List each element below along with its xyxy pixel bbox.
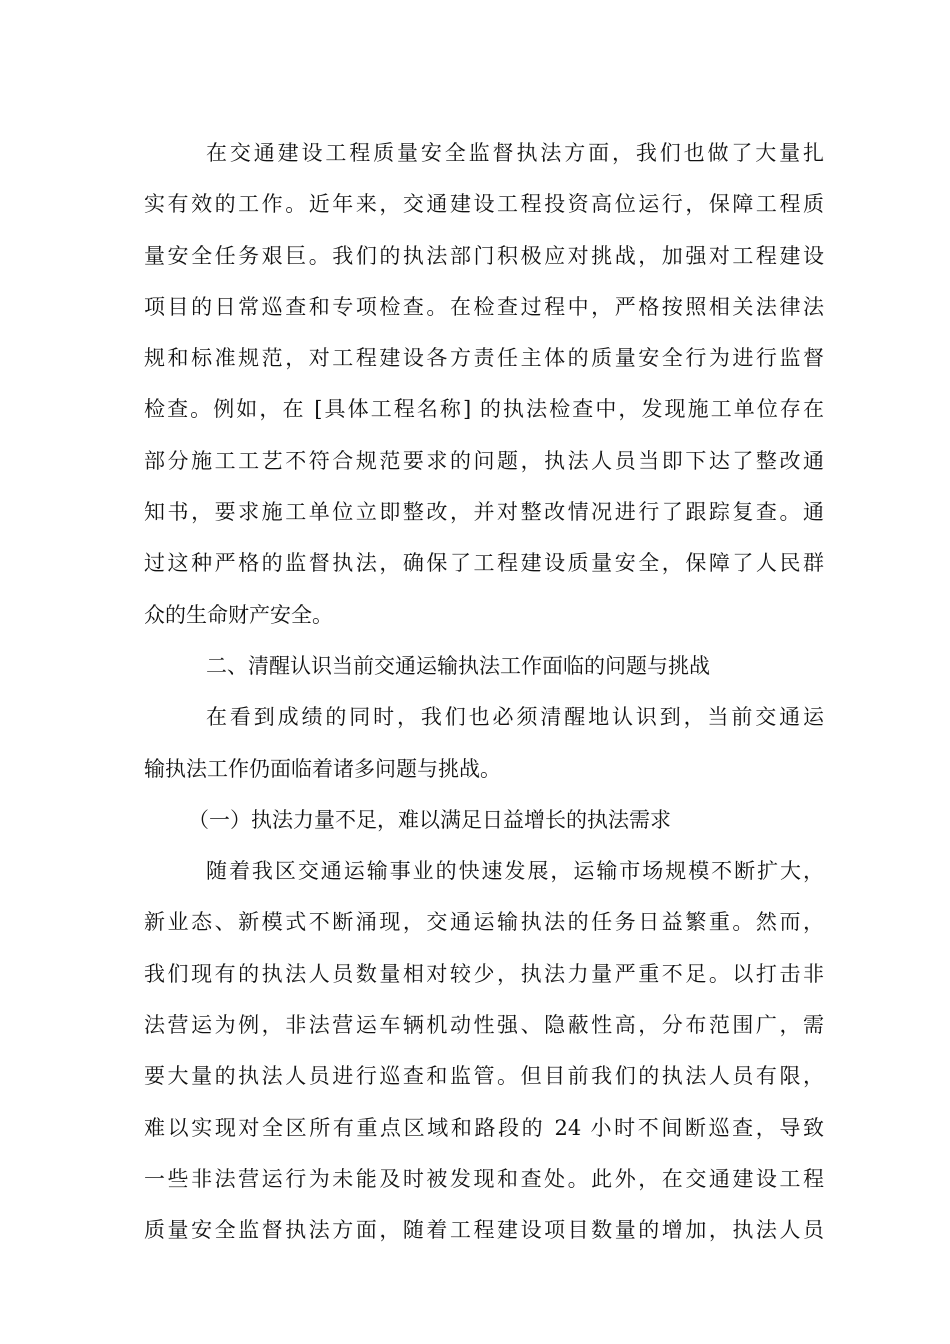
- paragraph-line: 规和标准规范，对工程建设各方责任主体的质量安全行为进行监督: [144, 346, 824, 371]
- paragraph-line: 输执法工作仍面临着诸多问题与挑战。: [144, 756, 501, 781]
- paragraph-line: 项目的日常巡查和专项检查。在检查过程中，严格按照相关法律法: [144, 294, 824, 319]
- paragraph-line: 要大量的执法人员进行巡查和监管。但目前我们的执法人员有限，: [144, 1064, 824, 1089]
- paragraph-line: 量安全任务艰巨。我们的执法部门积极应对挑战，加强对工程建设: [144, 243, 824, 268]
- paragraph-line: 法营运为例，非法营运车辆机动性强、隐蔽性高，分布范围广，需: [144, 1013, 824, 1038]
- paragraph-line: 质量安全监督执法方面，随着工程建设项目数量的增加，执法人员: [144, 1218, 824, 1243]
- document-body: [144, 128, 824, 1257]
- paragraph-line: 众的生命财产安全。: [144, 602, 333, 627]
- paragraph-line: 一些非法营运行为未能及时被发现和查处。此外，在交通建设工程: [144, 1166, 824, 1191]
- paragraph-line: 部分施工工艺不符合规范要求的问题，执法人员当即下达了整改通: [144, 448, 824, 473]
- paragraph-line: 在看到成绩的同时，我们也必须清醒地认识到，当前交通运: [206, 705, 824, 730]
- paragraph-line: 检查。例如，在 [具体工程名称] 的执法检查中，发现施工单位存在: [144, 397, 824, 422]
- paragraph-line: 难以实现对全区所有重点区域和路段的 24 小时不间断巡查，导致: [144, 1115, 824, 1140]
- paragraph-line: 知书，要求施工单位立即整改，并对整改情况进行了跟踪复查。通: [144, 500, 824, 525]
- paragraph-line: 新业态、新模式不断涌现，交通运输执法的任务日益繁重。然而，: [144, 910, 824, 935]
- paragraph-line: 我们现有的执法人员数量相对较少，执法力量严重不足。以打击非: [144, 961, 824, 986]
- paragraph-line: 随着我区交通运输事业的快速发展，运输市场规模不断扩大，: [206, 859, 824, 884]
- paragraph-line: 过这种严格的监督执法，确保了工程建设质量安全，保障了人民群: [144, 551, 824, 576]
- subsection-heading: （一）执法力量不足，难以满足日益增长的执法需求: [188, 807, 671, 832]
- paragraph-line: 实有效的工作。近年来，交通建设工程投资高位运行，保障工程质: [144, 192, 824, 217]
- section-heading: 二、清醒认识当前交通运输执法工作面临的问题与挑战: [206, 653, 710, 678]
- paragraph-line: 在交通建设工程质量安全监督执法方面，我们也做了大量扎: [206, 141, 824, 165]
